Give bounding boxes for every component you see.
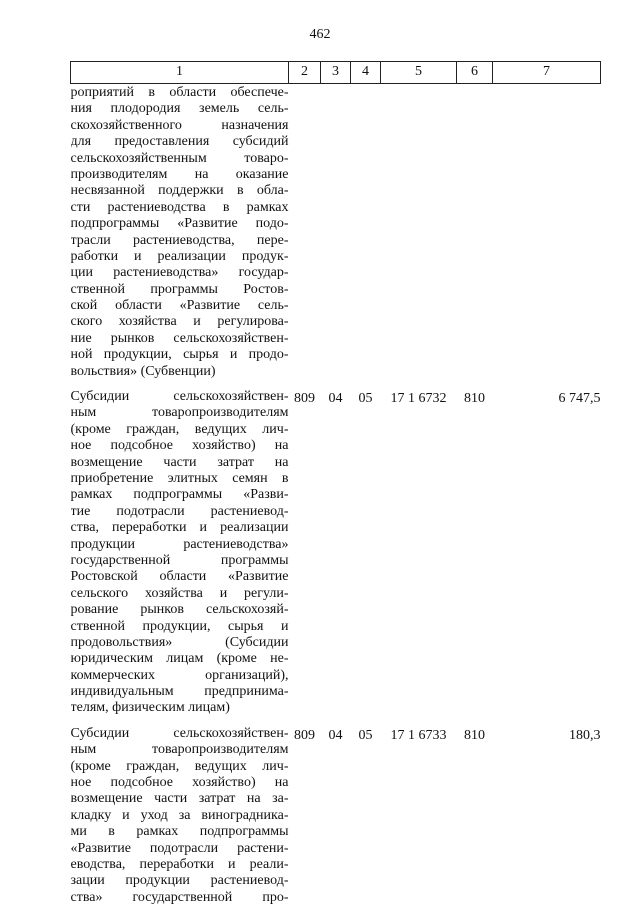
cell-expense-type [457,84,493,381]
cell-subsection: 05 [358,727,373,743]
row-description [71,717,289,906]
column-header-5: 5 [381,62,457,84]
cell-section: 04 [328,391,343,407]
cell-amount: 6 747,5 [558,391,601,407]
description-line: производителям на оказание [70,166,289,182]
cell-section: 04 [328,727,343,743]
description-line: работки и реализации продук- [70,248,289,264]
cell-admin-code [289,84,321,381]
cell-expense-type: 810 [464,391,485,407]
cell-target-article: 17 1 6732 [390,391,447,407]
table-row [71,84,601,381]
description-line: ное подсобное хозяйство) на [70,775,289,791]
description-line: подпрограммы «Развитие подо- [70,216,289,232]
description-line: зации продукции растениевод- [70,873,289,889]
budget-table [70,61,601,906]
description-line: продукции растениеводства» [70,536,289,552]
description-line: сельского хозяйства и регули- [70,585,289,601]
description-line: для предоставления субсидий [70,134,289,150]
description-line: скохозяйственного назначения [70,117,289,133]
description-line: еводства, переработки и реали- [70,856,289,872]
description-line: приобретение элитных семян в [70,470,289,486]
description-line: ным товаропроизводителям [70,742,289,758]
description-line: государственной программы [70,552,289,568]
description-line: юридическим лицам (кроме не- [70,651,289,667]
description-line: (кроме граждан, ведущих лич- [70,758,289,774]
cell-amount [493,84,601,381]
description-line: вольствия» (Субвенции) [70,363,216,379]
column-header-3: 3 [321,62,351,84]
description-line: «Развитие подотрасли растени- [70,840,289,856]
description-line: ства» государственной про- [70,889,289,905]
description-line: сти растениеводства в рамках [70,199,289,215]
cell-expense-type: 810 [464,727,485,743]
header-row [71,62,601,84]
description-line: индивидуальным предпринима- [70,684,289,700]
cell-admin-code: 809 [294,727,315,743]
cell-subsection [351,84,381,381]
description-line: ского хозяйства и регулирова- [70,314,289,330]
description-line: сельскохозяйственным товаро- [70,150,289,166]
description-line: возмещение части затрат на [70,454,289,470]
row-description [71,380,289,717]
description-line: коммерческих организаций), [70,667,289,683]
column-header-2: 2 [289,62,321,84]
description-line: Субсидии сельскохозяйствен- [70,389,289,405]
description-line: ние рынков сельскохозяйствен- [70,330,289,346]
description-line: ной продукции, сырья и продо- [70,347,289,363]
cell-amount: 180,3 [569,727,601,743]
description-line: ции растениеводства» государ- [70,265,289,281]
description-line: продовольствия» (Субсидии [70,634,289,650]
description-line: ния плодородия земель сель- [70,101,289,117]
description-line: ми в рамках подпрограммы [70,824,289,840]
description-line: ской области «Развитие сель- [70,298,289,314]
description-line: возмещение части затрат на за- [70,791,289,807]
description-line: рамках подпрограммы «Разви- [70,487,289,503]
description-line: несвязанной поддержки в обла- [70,183,289,199]
description-line: ственной программы Ростов- [70,281,289,297]
row-description [71,84,289,381]
column-header-6: 6 [457,62,493,84]
description-line: ным товаропроизводителям [70,405,289,421]
description-line: Субсидии сельскохозяйствен- [70,725,289,741]
description-line: тие подотрасли растениевод- [70,503,289,519]
description-line: рование рынков сельскохозяй- [70,602,289,618]
description-line: (кроме граждан, ведущих лич- [70,421,289,437]
table-row [71,717,601,906]
table-row [71,380,601,717]
description-line: трасли растениеводства, пере- [70,232,289,248]
column-header-4: 4 [351,62,381,84]
cell-target-article: 17 1 6733 [390,727,447,743]
description-line: ное подсобное хозяйство) на [70,438,289,454]
description-line: ства, переработки и реализации [70,520,289,536]
description-line: роприятий в области обеспече- [70,85,289,100]
description-line: Ростовской области «Развитие [70,569,289,585]
column-header-7: 7 [493,62,601,84]
cell-subsection: 05 [358,391,373,407]
column-header-1: 1 [71,62,289,84]
description-line: ственной продукции, сырья и [70,618,289,634]
description-line: кладку и уход за виноградника- [70,807,289,823]
page-number: 462 [309,27,331,42]
cell-target-article [381,84,457,381]
cell-admin-code: 809 [294,391,315,407]
description-line: телям, физическим лицам) [70,700,230,716]
cell-section [321,84,351,381]
